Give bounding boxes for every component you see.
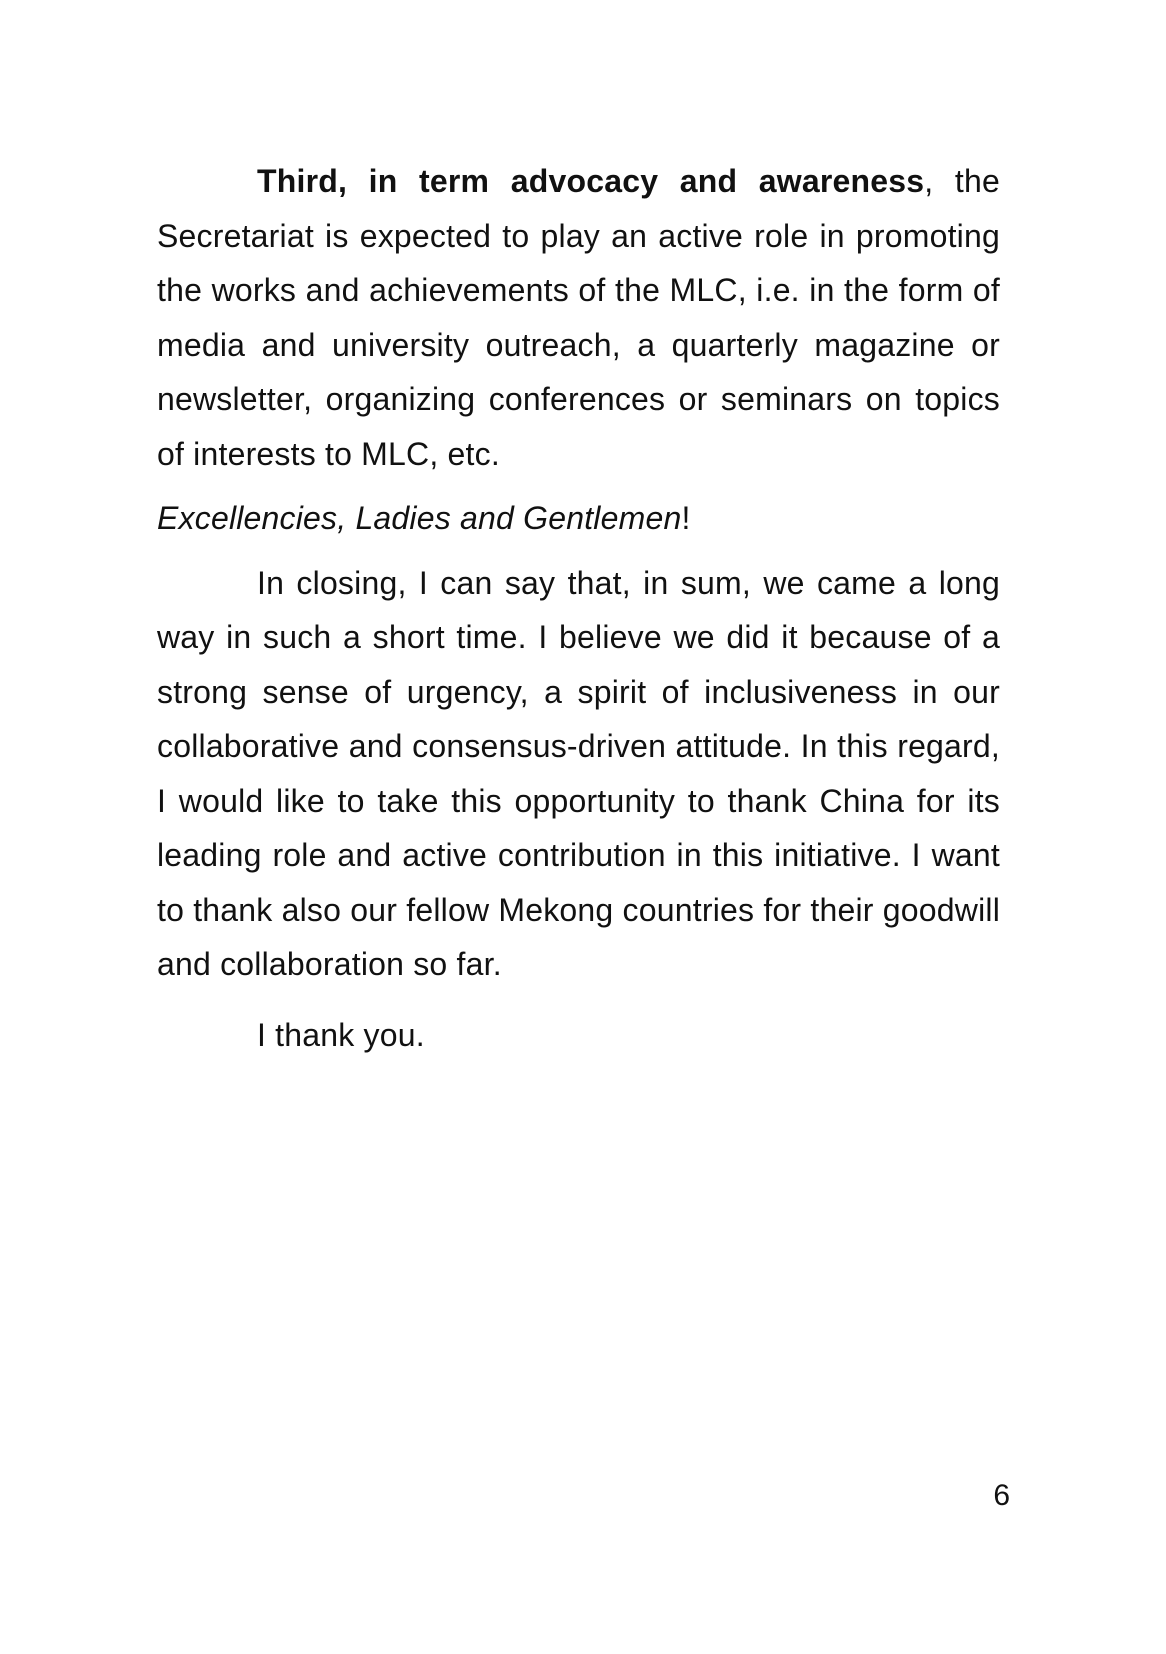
paragraph-advocacy-awareness (157, 154, 1000, 481)
page-body (157, 154, 1000, 1062)
salutation-italic-text: Excellencies, Ladies and Gentlemen (157, 500, 682, 536)
closing-thanks: I thank you. (257, 1016, 425, 1053)
paragraph-bold-lead: Third, in term advocacy and awareness (257, 163, 925, 199)
page-number: 6 (993, 1479, 1010, 1512)
salutation (157, 491, 1000, 546)
salutation-punctuation: ! (681, 500, 691, 536)
paragraph-closing-remarks: In closing, I can say that, in sum, we came a long way in such a short time. I believe we did it because of a strong sense of urgency, a spirit of inclusiveness in our collaborative and consensus-driven attitude. In this regard, I would like to take this opportunity to thank China for its leading role and active contribution in this initiative. I want to thank also our fellow Mekong countries for their goodwill and collaboration so far. (157, 564, 1000, 982)
paragraph-text: , the Secretariat is expected to play an active role in promoting the works and achievements of the MLC, i.e. in the form of media and university outreach, a quarterly magazine or newsletter, organizing conferences or seminars on topics of interests to MLC, etc. (157, 163, 1001, 472)
